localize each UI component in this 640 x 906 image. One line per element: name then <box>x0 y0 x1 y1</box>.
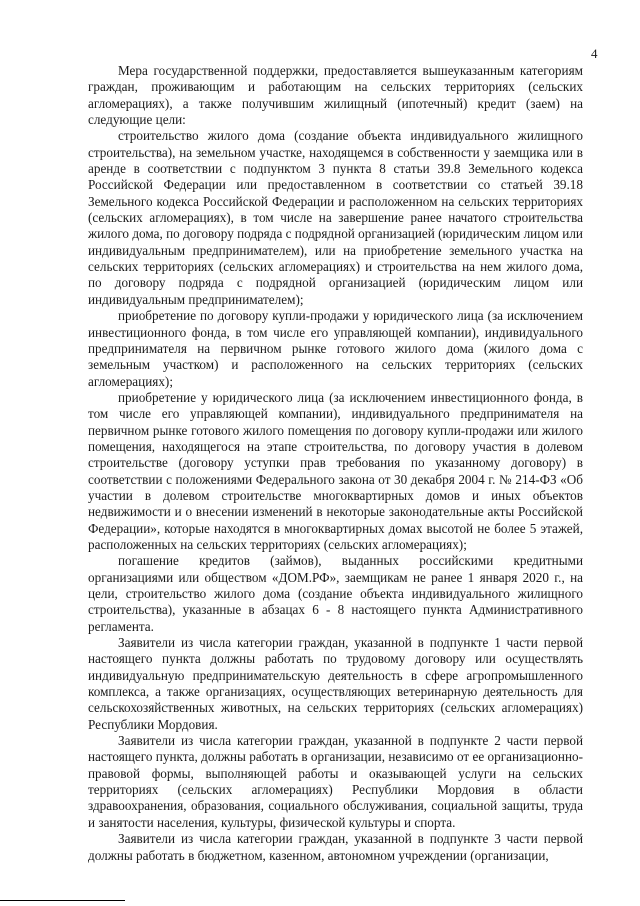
paragraph-construction: строительство жилого дома (создание объекта индивидуального жилищного строительства), на земельном участке, находящемся в собственности у заемщика или в аренде в соответствии с подпунктом 3 пункта 8 статьи 39.8 Земельного кодекса Российской Федерации или предоставленном в соответствии со статьей 39.18 Земельного кодекса Российской Федерации и расположенном на сельских территориях (сельских агломерациях), в том числе на завершение ранее начатого строительства жилого дома, по договору подряда с подрядной организацией (юридическим лицом или индивидуальным предпринимателем), или на приобретение земельного участка на сельских территориях (сельских агломерациях) и строительства на нем жилого дома, по договору подряда с подрядной организацией (юридическим лицом или индивидуальным предпринимателем); <box>88 128 583 307</box>
paragraph-category-2: Заявители из числа категории граждан, указанной в подпункте 2 части первой настоящего пункта, должны работать в организации, независимо от ее организационно-правовой формы, выполняющей работы и оказывающей услуги на сельских территориях (сельских агломерациях) Республики Мордовия в области здравоохранения, образования, социального обслуживания, социальной защиты, труда и занятости населения, культуры, физической культуры и спорта. <box>88 733 583 830</box>
paragraph-category-1: Заявители из числа категории граждан, указанной в подпункте 1 части первой настоящего пункта должны работать по трудовому договору или осуществлять индивидуальную предпринимательскую деятельность в сфере агропромышленного комплекса, а также организациях, осуществляющих ветеринарную деятельность для сельскохозяйственных животных, на сельских территориях (сельских агломерациях) Республики Мордовия. <box>88 635 583 732</box>
paragraph-intro: Мера государственной поддержки, предоставляется вышеуказанным категориям граждан, проживающим и работающим на сельских территориях (сельских агломерациях), а также получившим жилищный (ипотечный) кредит (заем) на следующие цели: <box>88 63 583 128</box>
paragraph-category-3: Заявители из числа категории граждан, указанной в подпункте 3 части первой должны работать в бюджетном, казенном, автономном учреждении (организации, <box>88 831 583 863</box>
footnote-rule <box>0 900 125 901</box>
paragraph-house-purchase: приобретение по договору купли-продажи у юридического лица (за исключением инвестиционного фонда, в том числе его управляющей компании), индивидуального предпринимателя на первичном рынке готового жилого дома (жилого дома с земельным участком) и расположенного на сельских территориях (сельских агломерациях); <box>88 308 583 389</box>
paragraph-apartment-purchase: приобретение у юридического лица (за исключением инвестиционного фонда, в том числе его управляющей компании), индивидуального предпринимателя на первичном рынке готового жилого помещения по договору купли-продажи или жилого помещения, находящегося на этапе строительства, по договору участия в долевом строительстве (договору уступки прав требования по указанному договору) в соответствии с положениями Федерального закона от 30 декабря 2004 г. № 214-ФЗ «Об участии в долевом строительстве многоквартирных домов и иных объектов недвижимости и о внесении изменений в некоторые законодательные акты Российской Федерации», которые находятся в многоквартирных домах высотой не более 5 этажей, расположенных на сельских территориях (сельских агломерациях); <box>88 389 583 552</box>
page-number: 4 <box>591 46 598 61</box>
body-text <box>88 63 583 864</box>
paragraph-loan-repayment: погашение кредитов (займов), выданных российскими кредитными организациями или обществом «ДОМ.РФ», заемщикам не ранее 1 января 2020 г., на цели, строительство жилого дома (создание объекта индивидуального жилищного строительства), указанные в абзацах 6 - 8 настоящего пункта Административного регламента. <box>88 553 583 634</box>
